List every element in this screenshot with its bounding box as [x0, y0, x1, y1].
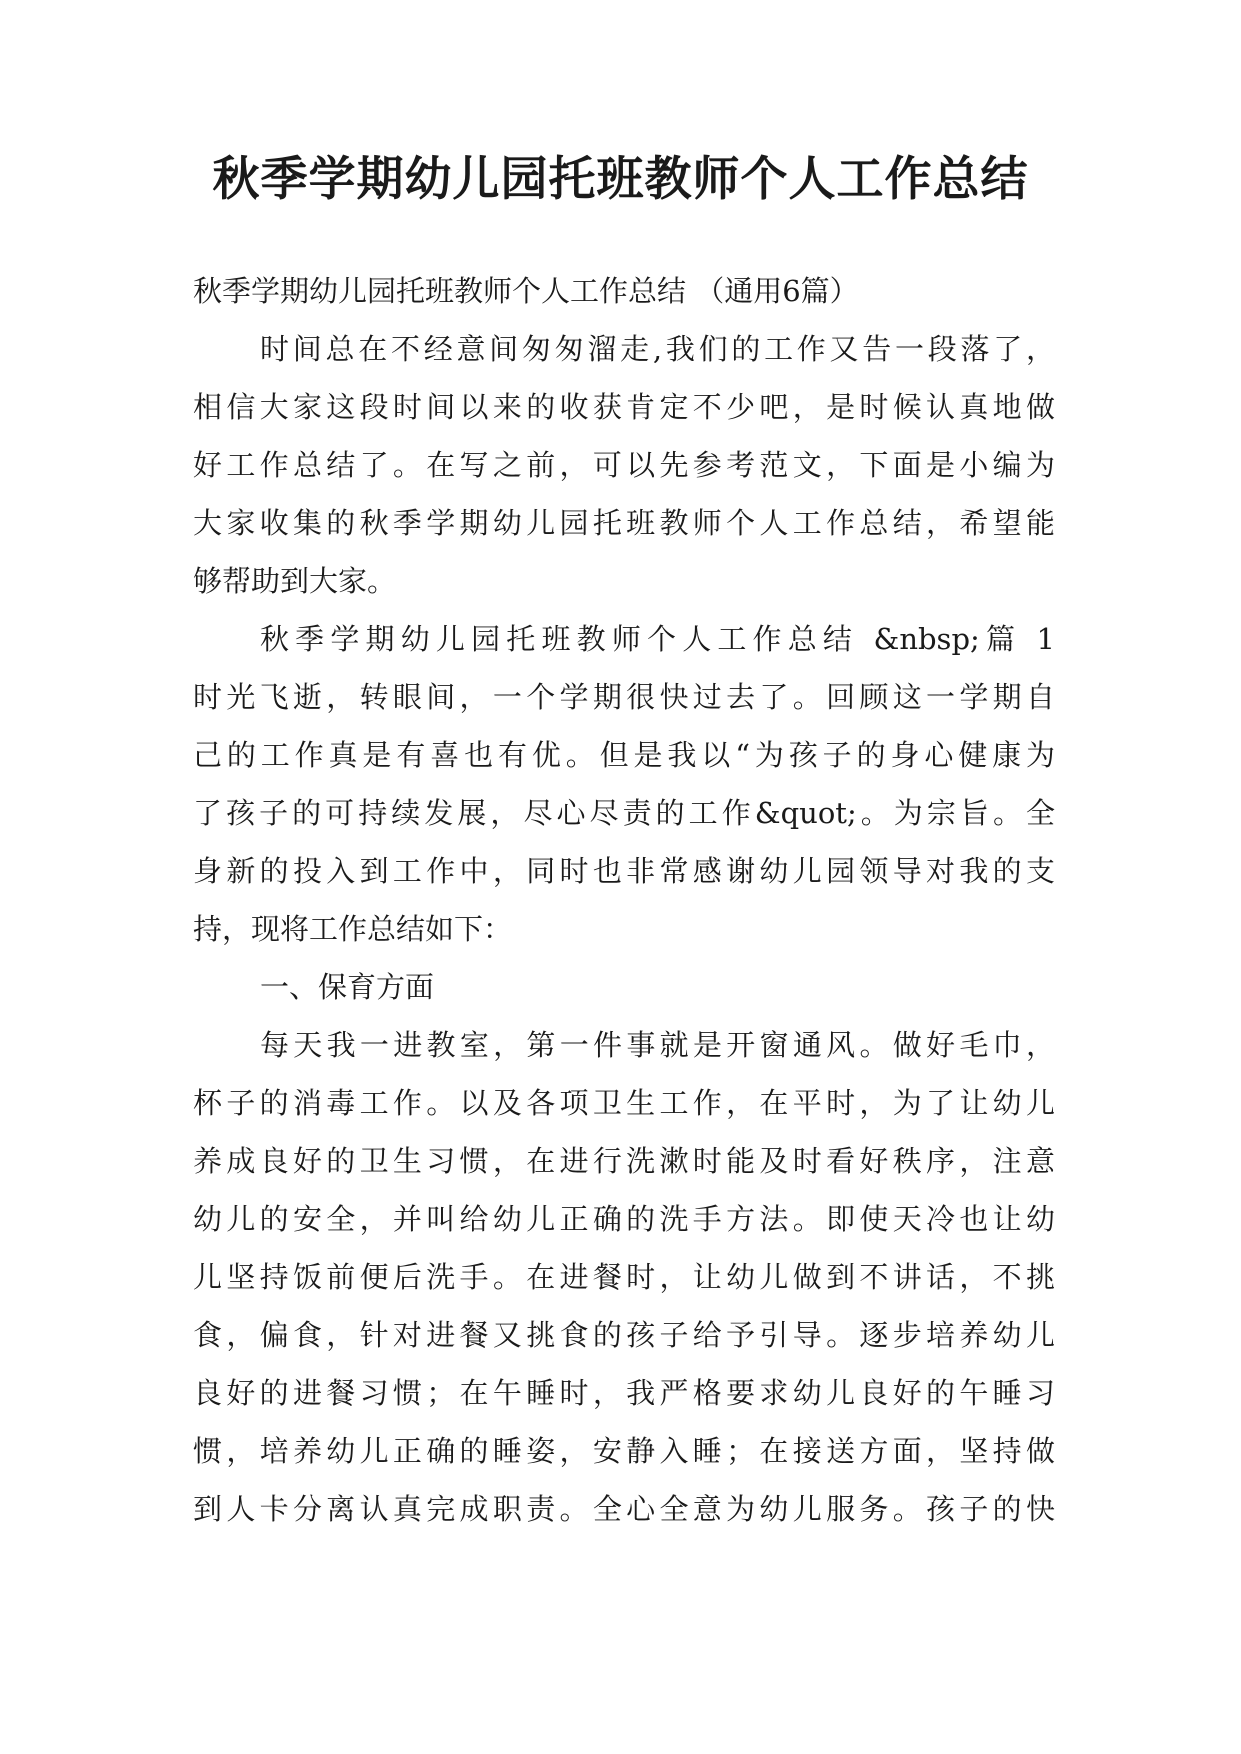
paragraph-line: 持，现将工作总结如下：	[193, 912, 513, 946]
document-title: 秋季学期幼儿园托班教师个人工作总结	[212, 152, 1029, 207]
paragraph-line: 每天我一进教室，第一件事就是开窗通风。做好毛巾，	[260, 1028, 1055, 1062]
section-heading-line: 一、保育方面	[260, 970, 435, 1004]
paragraph-line: 己的工作真是有喜也有优。但是我以“为孩子的身心健康为	[193, 738, 1055, 772]
paragraph-line: 时间总在不经意间匆匆溜走,我们的工作又告一段落了，	[260, 332, 1055, 366]
paragraph-line: 食，偏食，针对进餐又挑食的孩子给予引导。逐步培养幼儿	[193, 1318, 1055, 1352]
document-body	[193, 262, 1055, 1538]
paragraph-line: 好工作总结了。在写之前，可以先参考范文，下面是小编为	[193, 448, 1055, 482]
paragraph-line: 够帮助到大家。	[193, 564, 397, 598]
paragraph-line: 儿坚持饭前便后洗手。在进餐时，让幼儿做到不讲话，不挑	[193, 1260, 1055, 1294]
paragraph-line: 身新的投入到工作中，同时也非常感谢幼儿园领导对我的支	[193, 854, 1055, 888]
paragraph-line: 杯子的消毒工作。以及各项卫生工作，在平时，为了让幼儿	[193, 1086, 1055, 1120]
paragraph-line: 了孩子的可持续发展，尽心尽责的工作&quot;。为宗旨。全	[193, 796, 1055, 830]
paragraph-line: 良好的进餐习惯；在午睡时，我严格要求幼儿良好的午睡习	[193, 1376, 1055, 1410]
paragraph-line: 养成良好的卫生习惯，在进行洗漱时能及时看好秩序，注意	[193, 1144, 1055, 1178]
paragraph-line: 惯，培养幼儿正确的睡姿，安静入睡；在接送方面，坚持做	[193, 1434, 1055, 1468]
paragraph-line: 幼儿的安全，并叫给幼儿正确的洗手方法。即使天冷也让幼	[193, 1202, 1055, 1236]
section-heading-line: 秋季学期幼儿园托班教师个人工作总结 &nbsp;篇 1	[260, 622, 1055, 656]
paragraph-line: 到人卡分离认真完成职责。全心全意为幼儿服务。孩子的快	[193, 1492, 1055, 1526]
paragraph-line: 大家收集的秋季学期幼儿园托班教师个人工作总结，希望能	[193, 506, 1055, 540]
paragraph-line: 相信大家这段时间以来的收获肯定不少吧，是时候认真地做	[193, 390, 1055, 424]
subtitle-line: 秋季学期幼儿园托班教师个人工作总结 （通用6篇）	[193, 274, 859, 308]
paragraph-line: 时光飞逝，转眼间，一个学期很快过去了。回顾这一学期自	[193, 680, 1055, 714]
